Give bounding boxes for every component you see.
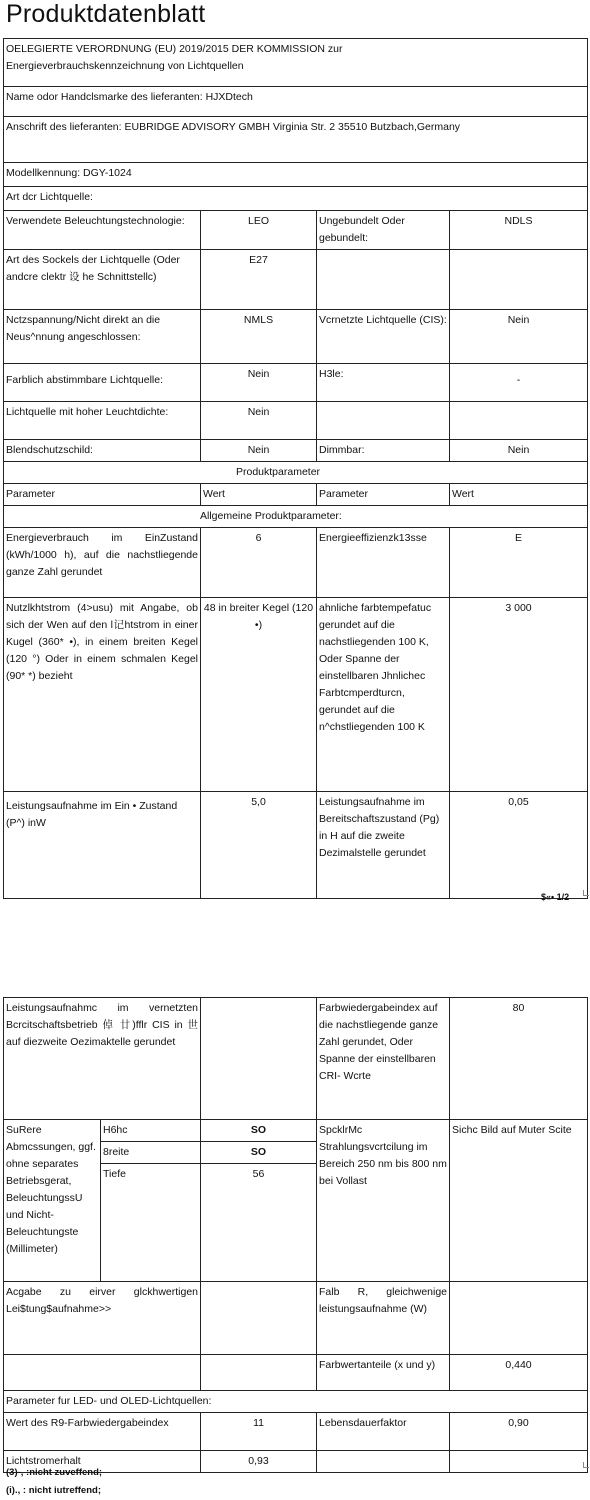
dimensions-label: SuRere Abmcssungen, ggf. ohne separates Betriebsgerat, BeleuchtungssU und Nicht-Beleuchtungste (Millimeter) [4,1120,101,1282]
model-identifier: Modellkennung: DGY-1024 [4,163,588,187]
eeclass-label: Energieeffizienzk13sse [317,528,450,598]
empty-cell [317,1451,450,1473]
lumen-maintenance-label: Lichtstromerhalt [4,1451,201,1473]
dimmable-label: Dimmbar: [317,440,450,462]
density-label: Lichtquelle mit hoher Leuchtdichte: [4,402,201,440]
light-source-type: Art dcr Lichtquelle: [4,187,588,211]
general-params-heading: Allgemeine Produktparameter: [4,506,588,528]
lumen-maintenance-value: 0,93 [201,1451,317,1473]
tunable-value: Nein [201,364,317,402]
lifetime-label: Lebensdauerfaktor [317,1413,450,1451]
tech-label: Verwendete Beleuchtungstechnologie: [4,211,201,250]
product-params-heading: Produktparameter [4,462,588,484]
standby-label: Leistungsaufnahme im Bereitschaftszustand (Pg) in H auf die zweite Dezimalstelle gerundet [317,792,450,899]
width-label: 8reite [101,1142,201,1164]
empty-cell [201,1282,317,1355]
empty-cell [4,1355,201,1391]
r9-value: 11 [201,1413,317,1451]
supplier-address: Anschrift des lieferanten: EUBRIDGE ADVISORY GMBH Virginia Str. 2 35510 Butzbach,Germany [4,117,588,163]
flux-label: Nutzlkhtstrom (4>usu) mit Angabe, ob sich der Wen auf den l记htstrom in einer Kugel (360* •), in einem breiten Kegel (120 °) Oder in einem schmalen Kegel (90* *) bezieht [4,598,201,792]
cis-value: Nein [450,310,588,364]
depth-label: Tiefe [101,1164,201,1282]
page-title: Produktdatenblatt [6,0,206,28]
dimmable-value: Nein [450,440,588,462]
cri-value: 80 [450,998,588,1120]
density-value: Nein [201,402,317,440]
socket-label: Art des Sockels der Lichtquelle (Oder andcre clektr 设 he Schnittstellc) [4,250,201,310]
empty-cell [201,998,317,1120]
equivalent-label: Acgabe zu eirver glckhwertigen Lei$tung$aufnahme>> [4,1282,201,1355]
spectrum-value: Sichc Bild auf Muter Scite [450,1120,588,1282]
cct-value: 3 000 [450,598,588,792]
eeclass-value: E [450,528,588,598]
product-datasheet-table-page1 [3,38,588,899]
corner-mark [583,1462,589,1468]
regulation-line1: OELEGIERTE VERORDNUNG (EU) 2019/2015 DER KOMMISSION zur [6,43,343,55]
height-label: H6hc [101,1120,201,1142]
h3le-value: - [450,364,588,402]
empty-cell [450,1451,588,1473]
ungebundelt-value: NDLS [450,211,588,250]
power-on-value: 5,0 [201,792,317,899]
power-on-label: Leistungsaufnahme im Ein • Zustand (P^) inW [4,792,201,899]
footnote-2: (і)., : nicht iutreffend; [6,1485,101,1496]
width-value: SO [201,1142,317,1164]
ungebundelt-label: Ungebundelt Oder gebundelt: [317,211,450,250]
col-header-param: Parameter [4,484,201,506]
flux-value: 48 in breiter Kegel (120 •) [201,598,317,792]
tunable-label: Farblich abstimmbare Lichtquelle: [4,364,201,402]
chroma-value: 0,440 [450,1355,588,1391]
regulation-cell [4,39,588,87]
fallback-label: Falb R, gleichwenige leistungsaufnahme (W) [317,1282,450,1355]
standby-value: 0,05 [450,792,588,899]
empty-cell [201,1355,317,1391]
col-header-param: Parameter [317,484,450,506]
network-standby-label: Leistungsaufnahmc im vernetzten Bcrcitschaftsbetrieb 倬 廿)fflr CIS in 世 auf diezweite Oezimaktelle gerundet [4,998,201,1120]
chroma-label: Farbwertanteile (x und y) [317,1355,450,1391]
regulation-line2: Energieverbrauchskennzeichnung von Lichtquellen [6,60,244,72]
depth-value: 56 [201,1164,317,1282]
empty-cell [450,1282,588,1355]
r9-label: Wert des R9-Farbwiedergabeindex [4,1413,201,1451]
empty-cell [450,402,588,440]
corner-mark [583,890,589,896]
cct-label: ahnliche farbtempefatuc gerundet auf die nachstliegenden 100 K, Oder Spanne der einstellbaren Jhnlichec Farbtcmperdturcn, gerundet auf die n^chstliegenden 100 K [317,598,450,792]
supplier-name: Name odor Handclsmarke des lieferanten: HJXDtech [4,87,588,117]
glare-label: Blendschutzschild: [4,440,201,462]
col-header-wert: Wert [201,484,317,506]
glare-value: Nein [201,440,317,462]
empty-cell [317,402,450,440]
mains-value: NMLS [201,310,317,364]
col-header-wert: Wert [450,484,588,506]
energy-value: 6 [201,528,317,598]
h3le-label: H3le: [317,364,450,402]
footnote-1: (3)-, :nicht zuveffend; [6,1467,103,1478]
energy-label: Energieverbrauch im EinZustand (kWh/1000 h), auf die nachstliegende ganze Zahl gerundet [4,528,201,598]
empty-cell [317,250,450,310]
cis-label: Vcrnetzte Lichtquelle (CIS): [317,310,450,364]
page-number: $«• 1/2 [541,892,570,902]
tech-value: LEO [201,211,317,250]
height-value: SO [201,1120,317,1142]
spectrum-label: SpcklrMc Strahlungsvcrtcilung im Bereich 250 nm bis 800 nm bei Vollast [317,1120,450,1282]
product-datasheet-table-page2 [3,997,588,1473]
mains-label: Nctzspannung/Nicht direkt an die Neus^nnung angeschlossen: [4,310,201,364]
lifetime-value: 0,90 [450,1413,588,1451]
empty-cell [450,250,588,310]
cri-label: Farbwiedergabeindex auf die nachstliegende ganze Zahl gerundet, Oder Spanne der einstellbaren CRI- Wcrte [317,998,450,1120]
socket-value: E27 [201,250,317,310]
led-params-heading: Parameter fur LED- und OLED-Lichtquellen: [4,1391,588,1413]
